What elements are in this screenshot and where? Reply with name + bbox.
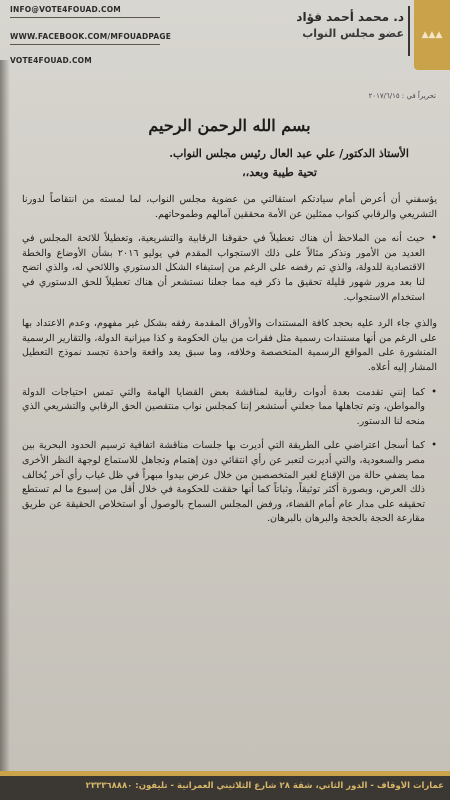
page-shadow bbox=[0, 60, 10, 800]
header-divider bbox=[408, 6, 410, 56]
point-1 bbox=[22, 232, 437, 305]
facebook-text: WWW.FACEBOOK.COM/MFOUADPAGE bbox=[10, 32, 172, 41]
footer-address: عمارات الأوقاف - الدور الثاني، شقة ٢٨ شارع الثلاثيني العمرانية - تليفون: ٢٣٣٣٦٨٨٨٠ bbox=[85, 781, 444, 791]
sender-block bbox=[234, 10, 404, 40]
email-text: INFO@VOTE4FOUAD.COM bbox=[10, 5, 121, 14]
date-line: تحريراً في : ٢٠١٧/٦/١٥ bbox=[368, 92, 436, 100]
logo-icon: ▲▲▲ bbox=[421, 30, 443, 40]
website-text: VOTE4FOUAD.COM bbox=[10, 56, 92, 65]
paragraph-2: والذي جاء الرد عليه بحجد كافة المستندات والأوراق المقدمة رفقه بشكل غير مفهوم، وعدم الاعتداد بها على الرغم من أنها مستندات رسمية مثل فقرات من بيان الحكومة و كذا ميزانية الدولة، والتقارير الرسمية المنشورة على المواقع الرسمية المتخصصة وخلافه، وما سبق يعد واقعة واحدة تجسد نموذج التعطيل المشار إليه أعلاه. bbox=[22, 318, 437, 373]
point-1-text: حيث أنه من الملاحظ أن هناك تعطيلاً في حقوقنا الرقابية والتشريعية، وتعطيلاً للائحة المجلس في العديد من الأمور ونذكر مثالاً على ذلك الاستجواب المقدم في يوليو ٢٠١٦ بشأن الأوضاع والخطة الاقتصادية للدولة، والذي تم رفضه على الرغم من إستيفاء الشكل الدستوري واللائحي له، والذي اتضح لنا بعد مرور شهور قليلة تحقيق ما ذكر فيه مما جعلنا نستشعر أن هناك تعطيلاً للحق الدستوري في استخدام الاستجواب. bbox=[22, 233, 425, 303]
letter-body bbox=[22, 108, 437, 527]
point-2 bbox=[22, 386, 437, 430]
basmala: بسم الله الرحمن الرحيم bbox=[148, 116, 311, 135]
sender-name: د. محمد أحمد فؤاد bbox=[296, 10, 404, 24]
footer bbox=[0, 776, 450, 800]
parliament-logo bbox=[414, 0, 450, 70]
divider bbox=[10, 44, 160, 45]
bullet-icon: • bbox=[431, 233, 437, 245]
point-3-text: كما أسجل اعتراضي على الطريقة التي أديرت بها جلسات مناقشة اتفاقية ترسيم الحدود البحرية بين مصر والسعودية، والتي أديرت لتعبر عن رأي انتقائي دون إهتمام وتجاهل للاستماع لوجهة النظر الأخرى مما يضفي حالة من الإقناع لغير المتخصصين من خلال عرض بيدوا مبهراً في ظل غياب رأي آخر يُخالف ذلك العرض، وبصورة أكثر توثيقاً، وثباتاً كما أنها حققت للحكومة في خلال أقل من إسبوع ما لم تستطع تحقيقه على مدار عام أمام القضاء، ورفض المجلس السماح بالوصول أو استخلاص الحقيقة عن طريق مقارعة الحجة بالحجة والبرهان بالبرهان. bbox=[22, 440, 425, 525]
letterhead bbox=[0, 0, 450, 78]
sender-role: عضو مجلس النواب bbox=[302, 27, 404, 40]
point-2-text: كما إنني تقدمت بعدة أدوات رقابية لمناقشة بعض القضايا الهامة والتي تمس احتياجات الدولة والمواطن، وتم تجاهلها مما جعلني أستشعر إننا كمجلس نواب منتقصين الحق الرقابي والتشريعي الذي منحه لنا الدستور. bbox=[22, 386, 425, 427]
intro-paragraph: يؤسفني أن أعرض أمام سيادتكم استقالتي من عضوية مجلس النواب، لما لمسته من انتقاصاً لدورنا التشريعي والرقابي كنواب ممثلين عن الأمة محققين آمالهم وطموحاتهم. bbox=[22, 194, 437, 220]
divider bbox=[10, 17, 160, 18]
point-3 bbox=[22, 439, 437, 527]
addressee: الأستاذ الدكتور/ علي عبد العال رئيس مجلس النواب. bbox=[169, 147, 409, 160]
greeting: تحية طيبة وبعد،، bbox=[242, 166, 317, 179]
bullet-icon: • bbox=[431, 440, 437, 452]
bullet-icon: • bbox=[431, 386, 437, 398]
